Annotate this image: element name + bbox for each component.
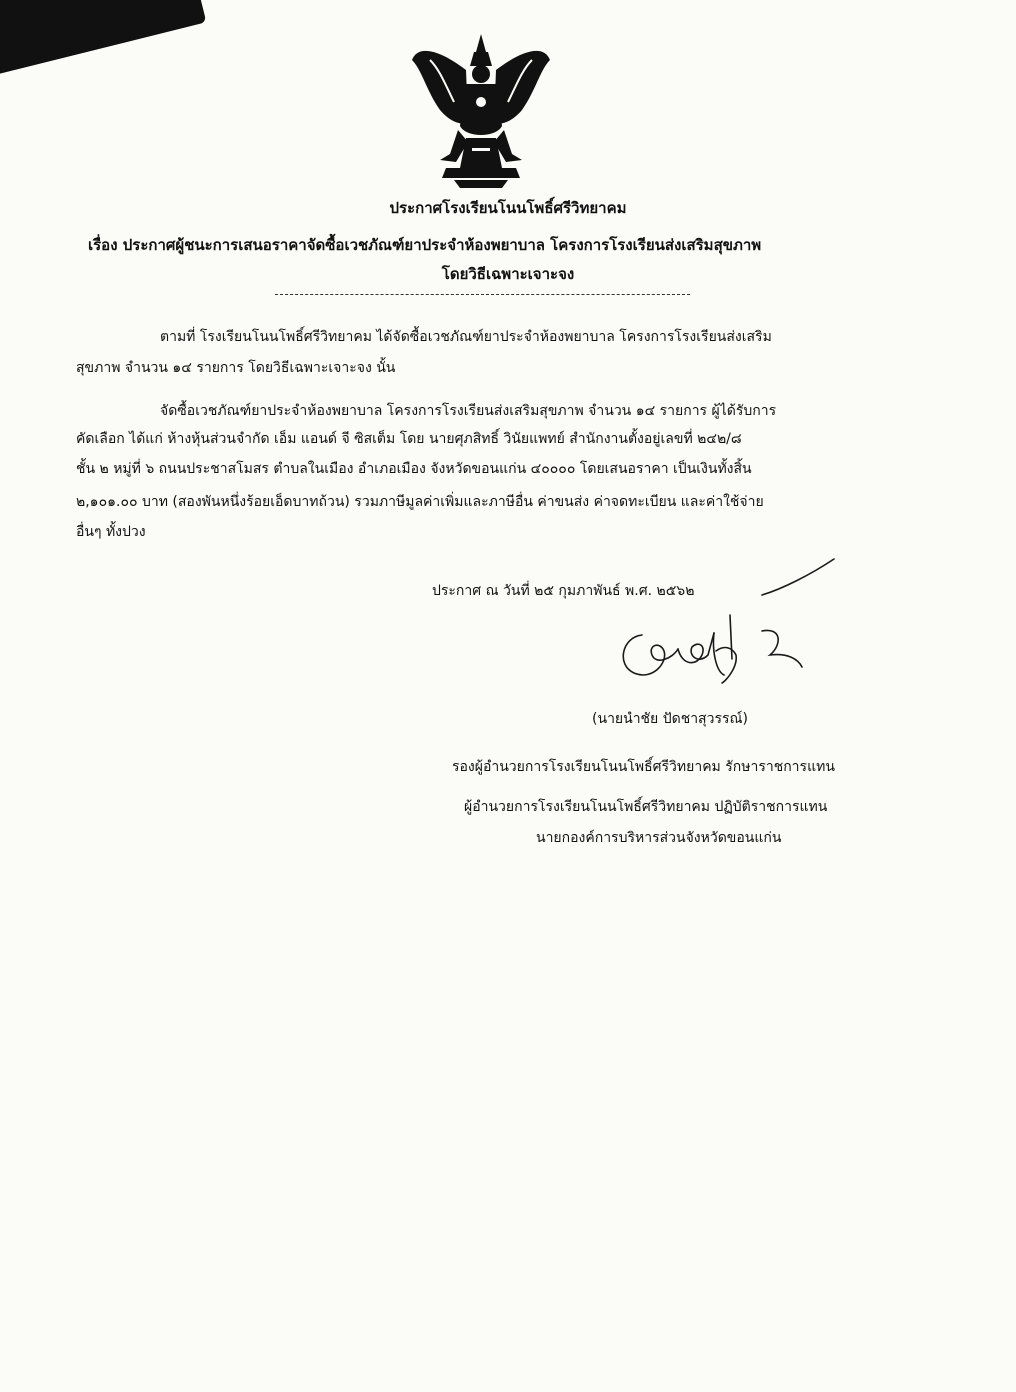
garuda-emblem-icon xyxy=(410,30,552,190)
body-line: สุขภาพ จำนวน ๑๔ รายการ โดยวิธีเฉพาะเจาะจง นั้น xyxy=(76,360,396,376)
signatory-name: (นายนำชัย ปัดชาสุวรรณ์) xyxy=(592,711,748,727)
announcement-subject-continued: โดยวิธีเฉพาะเจาะจง xyxy=(441,265,575,283)
body-line: ตามที่ โรงเรียนโนนโพธิ์ศรีวิทยาคม ได้จัดซื้อเวชภัณฑ์ยาประจำห้องพยาบาล โครงการโรงเรียนส่งเสริม xyxy=(160,329,772,345)
signatory-role: นายกองค์การบริหารส่วนจังหวัดขอนแก่น xyxy=(536,830,782,846)
body-line: คัดเลือก ได้แก่ ห้างหุ้นส่วนจำกัด เอ็ม แอนด์ จี ซิสเต็ม โดย นายศุภสิทธิ์ วินัยแพทย์ สำนักงานตั้งอยู่เลขที่ ๒๔๒/๘ xyxy=(76,431,742,447)
announcement-title: ประกาศโรงเรียนโนนโพธิ์ศรีวิทยาคม xyxy=(389,199,627,217)
signatory-role: รองผู้อำนวยการโรงเรียนโนนโพธิ์ศรีวิทยาคม รักษาราชการแทน xyxy=(452,759,835,775)
body-line: จัดซื้อเวชภัณฑ์ยาประจำห้องพยาบาล โครงการโรงเรียนส่งเสริมสุขภาพ จำนวน ๑๔ รายการ ผู้ได้รับการ xyxy=(160,403,777,419)
body-line: อื่นๆ ทั้งปวง xyxy=(76,524,146,540)
signature-icon xyxy=(612,555,847,695)
scan-corner-shadow xyxy=(0,0,206,75)
body-line: ๒,๑๐๑.๐๐ บาท (สองพันหนึ่งร้อยเอ็ดบาทถ้วน) รวมภาษีมูลค่าเพิ่มและภาษีอื่น ค่าขนส่ง ค่าจดทะเบียน และค่าใช้จ่าย xyxy=(76,494,764,510)
announcement-subject: เรื่อง ประกาศผู้ชนะการเสนอราคาจัดซื้อเวชภัณฑ์ยาประจำห้องพยาบาล โครงการโรงเรียนส่งเสริมสุขภาพ xyxy=(88,236,762,254)
divider-line xyxy=(275,294,690,295)
announcement-date: ประกาศ ณ วันที่ ๒๕ กุมภาพันธ์ พ.ศ. ๒๕๖๒ xyxy=(432,583,695,599)
body-line: ชั้น ๒ หมู่ที่ ๖ ถนนประชาสโมสร ตำบลในเมือง อำเภอเมือง จังหวัดขอนแก่น ๔๐๐๐๐ โดยเสนอราคา เป็นเงินทั้งสิ้น xyxy=(76,461,752,477)
signatory-role: ผู้อำนวยการโรงเรียนโนนโพธิ์ศรีวิทยาคม ปฏิบัติราชการแทน xyxy=(464,799,828,815)
